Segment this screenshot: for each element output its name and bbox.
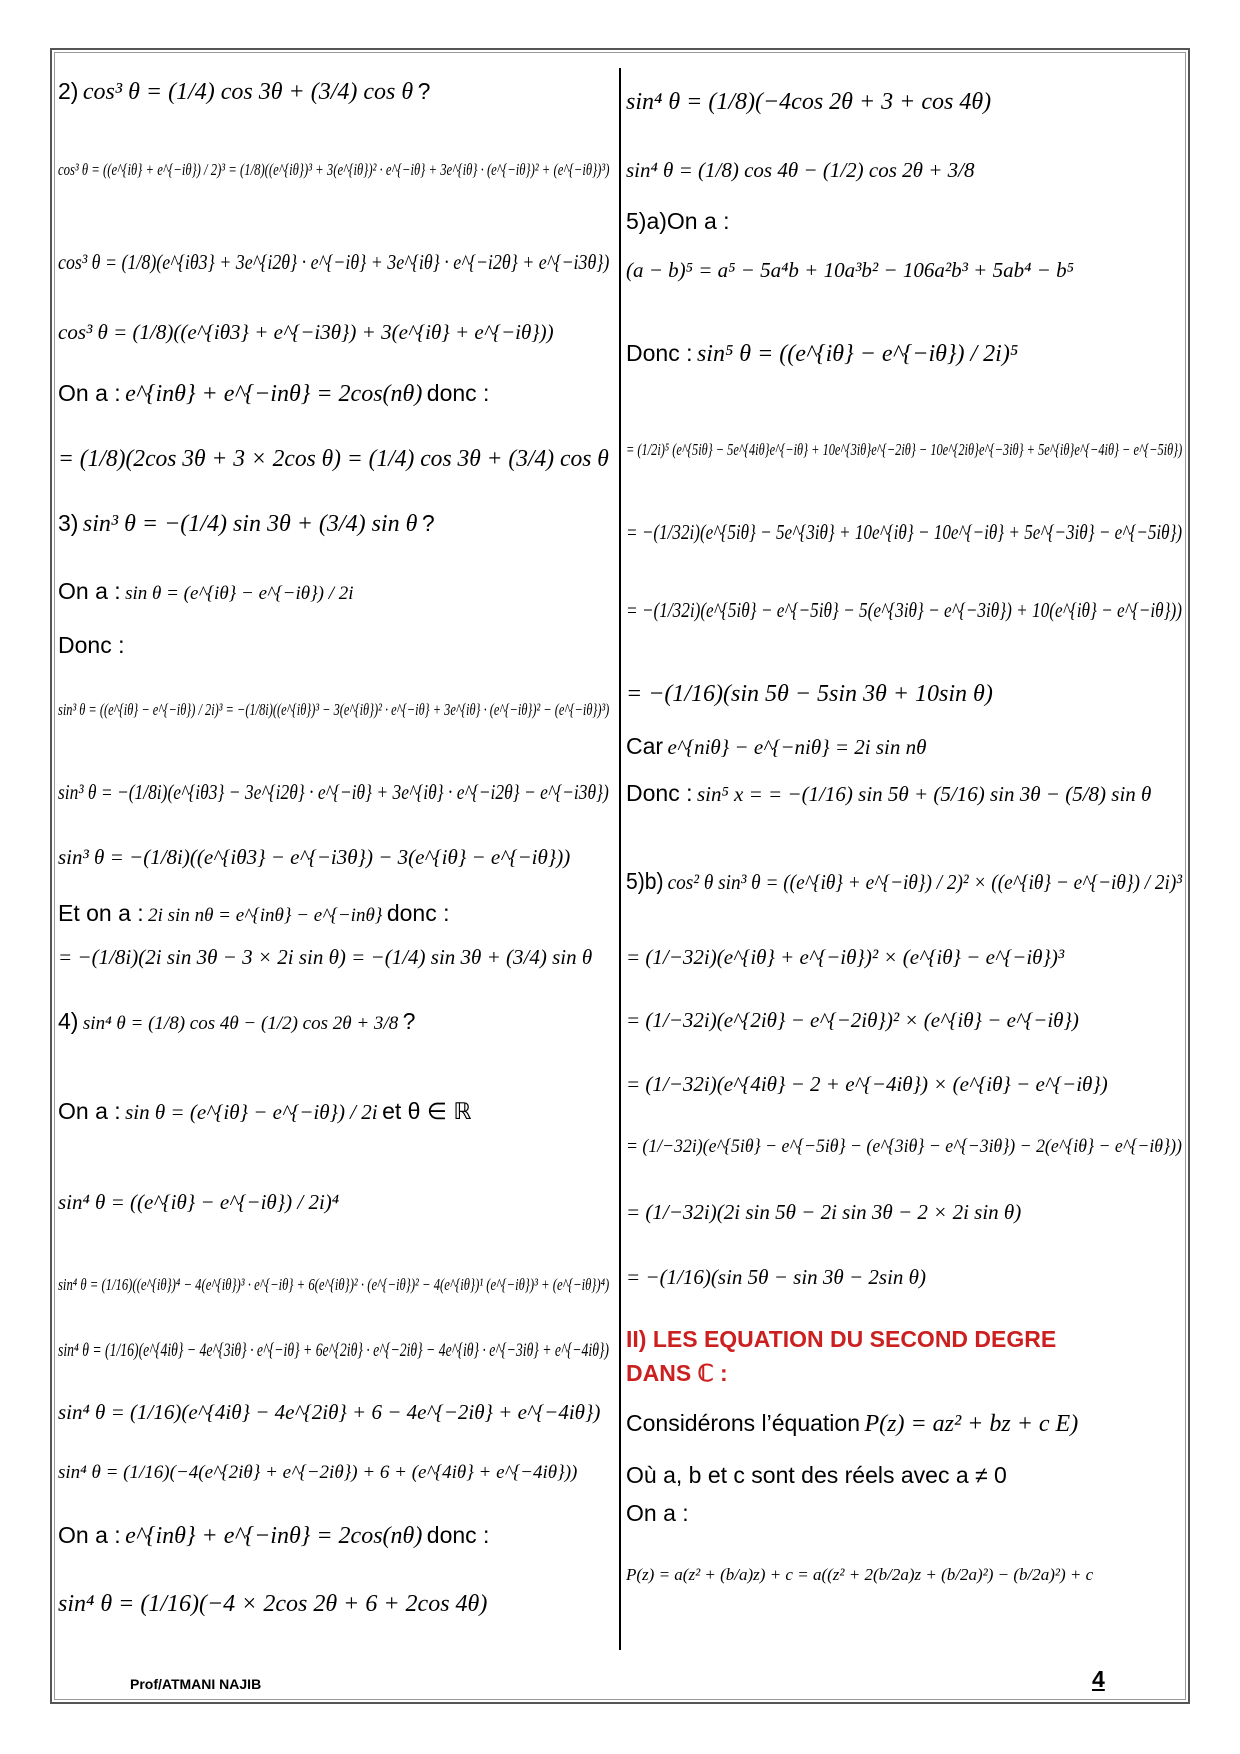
right-line-21: Considérons l’équation P(z) = az² + bz + c E) (626, 1410, 1079, 1437)
left-line-5: On a : e^{inθ} + e^{−inθ} = 2cos(nθ) donc : (58, 380, 490, 407)
left-line-7: 3) sin³ θ = −(1/4) sin 3θ + (3/4) sin θ ? (58, 510, 435, 537)
right-line-4: (a − b)⁵ = a⁵ − 5a⁴b + 10a³b² − 106a²b³ + 5ab⁴ − b⁵ (626, 258, 1074, 282)
right-line-3: 5)a)On a : (626, 208, 730, 234)
right-line-15: = (1/−32i)(e^{4iθ} − 2 + e^{−4iθ}) × (e^{iθ} − e^{−iθ}) (626, 1072, 1108, 1096)
right-line-11: Donc : sin⁵ x = = −(1/16) sin 5θ + (5/16) sin 3θ − (5/8) sin θ (626, 780, 1152, 806)
left-line-20: sin⁴ θ = (1/16)(e^{4iθ} − 4e^{2iθ} + 6 − 4e^{−2iθ} + e^{−4iθ}) (58, 1400, 601, 1424)
right-line-6: = (1/2i)⁵ (e^{5iθ} − 5e^{4iθ}e^{−iθ} + 10e^{3iθ}e^{−2iθ} − 10e^{2iθ}e^{−3iθ} + 5e^{iθ}e^{−4iθ} − e^{−5iθ}) (626, 440, 1183, 459)
left-line-6: = (1/8)(2cos 3θ + 3 × 2cos θ) = (1/4) cos 3θ + (3/4) cos θ (58, 446, 609, 472)
right-line-7: = −(1/32i)(e^{5iθ} − 5e^{3iθ} + 10e^{iθ} − 10e^{−iθ} + 5e^{−3iθ} − e^{−5iθ}) (626, 520, 1183, 544)
right-line-14: = (1/−32i)(e^{2iθ} − e^{−2iθ})² × (e^{iθ} − e^{−iθ}) (626, 1008, 1079, 1032)
left-line-12: sin³ θ = −(1/8i)((e^{iθ3} − e^{−i3θ}) − 3(e^{iθ} − e^{−iθ})) (58, 845, 571, 869)
page-number: 4 (1092, 1666, 1105, 1692)
right-line-5: Donc : sin⁵ θ = ((e^{iθ} − e^{−iθ}) / 2i)⁵ (626, 340, 1019, 367)
right-line-13: = (1/−32i)(e^{iθ} + e^{−iθ})² × (e^{iθ} − e^{−iθ})³ (626, 945, 1065, 969)
right-line-2: sin⁴ θ = (1/8) cos 4θ − (1/2) cos 2θ + 3/8 (626, 158, 975, 182)
left-line-22: On a : e^{inθ} + e^{−inθ} = 2cos(nθ) donc : (58, 1522, 490, 1549)
right-line-23: On a : (626, 1500, 689, 1526)
left-line-15: 4) sin⁴ θ = (1/8) cos 4θ − (1/2) cos 2θ + 3/8 ? (58, 1008, 416, 1034)
left-line-10: sin³ θ = ((e^{iθ} − e^{−iθ}) / 2i)³ = −(1/8i)((e^{iθ})³ − 3(e^{iθ})² · e^{−iθ} + 3e^{iθ} · (e^{−iθ})² − (e^{−iθ})³) (58, 700, 610, 719)
left-line-3: cos³ θ = (1/8)(e^{iθ3} + 3e^{i2θ} · e^{−iθ} + 3e^{iθ} · e^{−i2θ} + e^{−i3θ}) (58, 250, 610, 274)
footer-author: Prof/ATMANI NAJIB (130, 1676, 262, 1692)
section-heading-line-2: DANS ℂ : (626, 1360, 728, 1386)
left-line-17: sin⁴ θ = ((e^{iθ} − e^{−iθ}) / 2i)⁴ (58, 1190, 340, 1214)
right-line-10: Car e^{niθ} − e^{−niθ} = 2i sin nθ (626, 733, 927, 759)
left-line-19: sin⁴ θ = (1/16)(e^{4iθ} − 4e^{3iθ} · e^{−iθ} + 6e^{2iθ} · e^{−2iθ} − 4e^{iθ} · e^{−3iθ} + e^{−4iθ}) (58, 1340, 609, 1361)
right-line-17: = (1/−32i)(2i sin 5θ − 2i sin 3θ − 2 × 2i sin θ) (626, 1200, 1022, 1224)
left-line-11: sin³ θ = −(1/8i)(e^{iθ3} − 3e^{i2θ} · e^{−iθ} + 3e^{iθ} · e^{−i2θ} − e^{−i3θ}) (58, 780, 609, 804)
right-line-8: = −(1/32i)(e^{5iθ} − e^{−5iθ} − 5(e^{3iθ} − e^{−3iθ}) + 10(e^{iθ} − e^{−iθ})) (626, 598, 1182, 622)
right-line-18: = −(1/16)(sin 5θ − sin 3θ − 2sin θ) (626, 1265, 926, 1289)
right-line-1: sin⁴ θ = (1/8)(−4cos 2θ + 3 + cos 4θ) (626, 89, 992, 115)
column-divider (619, 68, 621, 1650)
right-line-22: Où a, b et c sont des réels avec a ≠ 0 (626, 1462, 1007, 1488)
left-line-4: cos³ θ = (1/8)((e^{iθ3} + e^{−i3θ}) + 3(e^{iθ} + e^{−iθ})) (58, 320, 554, 344)
right-line-12: 5)b) cos² θ sin³ θ = ((e^{iθ} + e^{−iθ}) / 2)² × ((e^{iθ} − e^{−iθ}) / 2i)³ (626, 868, 1183, 894)
left-line-8: On a : sin θ = (e^{iθ} − e^{−iθ}) / 2i (58, 578, 354, 604)
left-line-18: sin⁴ θ = (1/16)((e^{iθ})⁴ − 4(e^{iθ})³ · e^{−iθ} + 6(e^{iθ})² · (e^{−iθ})² − 4(e^{iθ})¹ (e^{−iθ})³ + (e^{−iθ})⁴) (58, 1275, 610, 1294)
left-line-2: cos³ θ = ((e^{iθ} + e^{−iθ}) / 2)³ = (1/8)((e^{iθ})³ + 3(e^{iθ})² · e^{−iθ} + 3e^{iθ} · (e^{−iθ})² + (e^{−iθ})³) (58, 160, 610, 179)
left-line-9: Donc : (58, 632, 125, 658)
right-line-9: = −(1/16)(sin 5θ − 5sin 3θ + 10sin θ) (626, 681, 993, 707)
left-line-14: = −(1/8i)(2i sin 3θ − 3 × 2i sin θ) = −(1/4) sin 3θ + (3/4) sin θ (58, 945, 593, 969)
left-line-23: sin⁴ θ = (1/16)(−4 × 2cos 2θ + 6 + 2cos 4θ) (58, 1591, 488, 1617)
left-line-13: Et on a : 2i sin nθ = e^{inθ} − e^{−inθ} donc : (58, 900, 450, 926)
section-heading-line-1: II) LES EQUATION DU SECOND DEGRE (626, 1326, 1057, 1352)
left-line-21: sin⁴ θ = (1/16)(−4(e^{2iθ} + e^{−2iθ}) + 6 + (e^{4iθ} + e^{−4iθ})) (58, 1462, 578, 1483)
right-line-16: = (1/−32i)(e^{5iθ} − e^{−5iθ} − (e^{3iθ} − e^{−3iθ}) − 2(e^{iθ} − e^{−iθ})) (626, 1136, 1182, 1157)
left-line-1: 2) cos³ θ = (1/4) cos 3θ + (3/4) cos θ ? (58, 78, 431, 105)
left-line-16: On a : sin θ = (e^{iθ} − e^{−iθ}) / 2i et θ ∈ ℝ (58, 1098, 472, 1124)
right-line-24: P(z) = a(z² + (b/a)z) + c = a((z² + 2(b/2a)z + (b/2a)²) − (b/2a)²) + c (626, 1565, 1094, 1584)
